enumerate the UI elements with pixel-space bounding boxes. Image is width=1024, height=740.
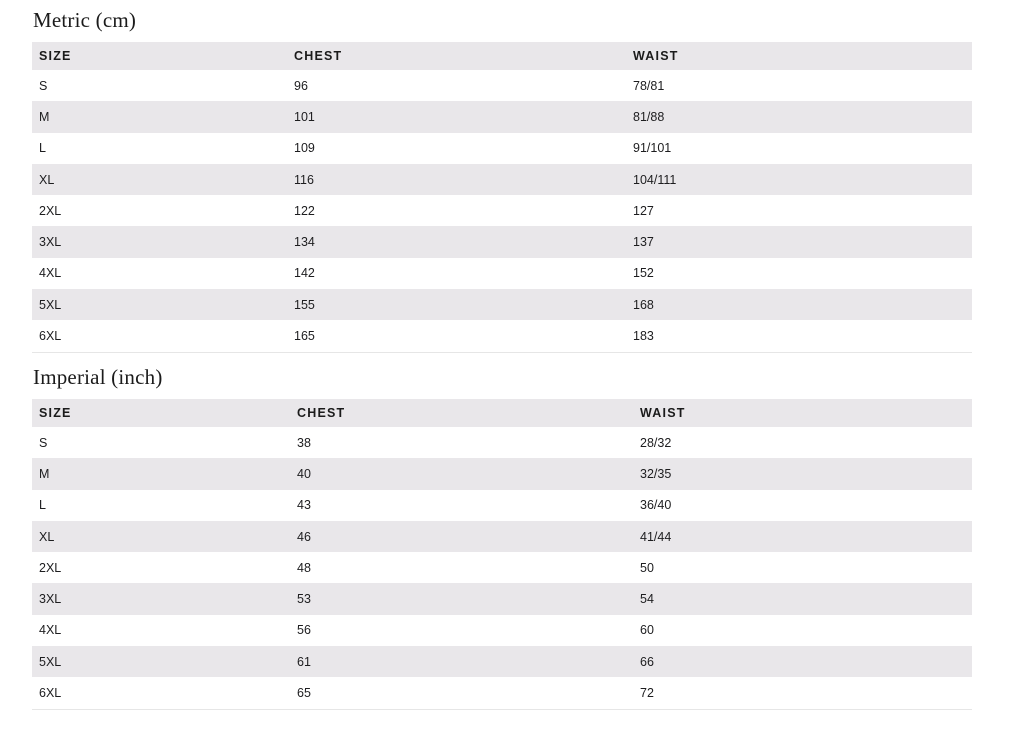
chest-column-header: CHEST (287, 42, 626, 70)
imperial-section-title: Imperial (inch) (33, 365, 163, 389)
table-row (32, 101, 972, 132)
table-header-row (32, 42, 972, 70)
size-cell: 3XL (32, 583, 290, 614)
size-column-header: SIZE (32, 399, 290, 427)
chest-cell: 53 (290, 583, 633, 614)
metric-size-section (32, 0, 972, 353)
waist-cell: 36/40 (640, 498, 672, 513)
table-row (32, 70, 972, 101)
chest-cell: 61 (290, 646, 633, 677)
size-cell: 2XL (39, 560, 62, 575)
chest-cell: 40 (290, 458, 633, 489)
chest-cell: 165 (287, 320, 626, 352)
chest-cell: 65 (290, 677, 633, 709)
chest-cell: 48 (297, 560, 311, 575)
waist-cell: 60 (640, 623, 654, 638)
table-row (32, 258, 972, 289)
waist-cell: 50 (640, 560, 654, 575)
table-row (32, 521, 972, 552)
size-cell: 6XL (32, 677, 290, 709)
imperial-size-table (32, 399, 972, 710)
imperial-size-section (32, 357, 972, 710)
size-cell: 2XL (39, 203, 62, 218)
waist-cell: 104/111 (626, 164, 972, 195)
chest-cell: 96 (294, 78, 308, 93)
waist-cell: 168 (626, 289, 972, 320)
chest-cell: 116 (287, 164, 626, 195)
size-cell: 3XL (32, 226, 287, 257)
size-cell: M (32, 101, 287, 132)
metric-table-body (32, 70, 972, 352)
chest-cell: 142 (294, 266, 315, 281)
size-cell: XL (32, 164, 287, 195)
chest-cell: 122 (294, 203, 315, 218)
waist-cell: 137 (626, 226, 972, 257)
table-row (32, 320, 972, 352)
imperial-table-body (32, 427, 972, 709)
waist-cell: 41/44 (633, 521, 972, 552)
chest-cell: 56 (297, 623, 311, 638)
size-cell: S (39, 435, 48, 450)
metric-table-header (32, 42, 972, 70)
table-row (32, 427, 972, 458)
table-row (32, 615, 972, 646)
waist-cell: 72 (633, 677, 972, 709)
metric-size-table (32, 42, 972, 353)
table-row (32, 458, 972, 489)
table-row (32, 646, 972, 677)
size-cell: 5XL (32, 289, 287, 320)
chest-cell: 38 (297, 435, 311, 450)
waist-cell: 66 (633, 646, 972, 677)
size-cell: L (39, 141, 46, 156)
chest-cell: 101 (287, 101, 626, 132)
table-row (32, 195, 972, 226)
table-row (32, 226, 972, 257)
waist-cell: 81/88 (626, 101, 972, 132)
size-cell: M (32, 458, 290, 489)
waist-cell: 54 (633, 583, 972, 614)
waist-cell: 127 (633, 203, 654, 218)
chest-cell: 109 (294, 141, 315, 156)
size-cell: 4XL (39, 623, 62, 638)
metric-section-title: Metric (cm) (33, 8, 137, 32)
waist-column-header: WAIST (633, 399, 972, 427)
waist-cell: 28/32 (640, 435, 672, 450)
chest-column-header: CHEST (290, 399, 633, 427)
waist-cell: 78/81 (633, 78, 665, 93)
table-row (32, 289, 972, 320)
table-row (32, 677, 972, 709)
table-row (32, 552, 972, 583)
size-cell: 6XL (32, 320, 287, 352)
size-cell: L (39, 498, 46, 513)
table-row (32, 133, 972, 164)
table-row (32, 490, 972, 521)
chest-cell: 134 (287, 226, 626, 257)
waist-cell: 152 (633, 266, 654, 281)
size-cell: 5XL (32, 646, 290, 677)
table-header-row (32, 399, 972, 427)
size-cell: 4XL (39, 266, 62, 281)
imperial-table-header (32, 399, 972, 427)
waist-column-header: WAIST (626, 42, 972, 70)
table-row (32, 164, 972, 195)
waist-cell: 183 (626, 320, 972, 352)
size-column-header: SIZE (32, 42, 287, 70)
chest-cell: 43 (297, 498, 311, 513)
chest-cell: 155 (287, 289, 626, 320)
table-row (32, 583, 972, 614)
chest-cell: 46 (290, 521, 633, 552)
waist-cell: 32/35 (633, 458, 972, 489)
size-cell: XL (32, 521, 290, 552)
size-cell: S (39, 78, 48, 93)
waist-cell: 91/101 (633, 141, 672, 156)
